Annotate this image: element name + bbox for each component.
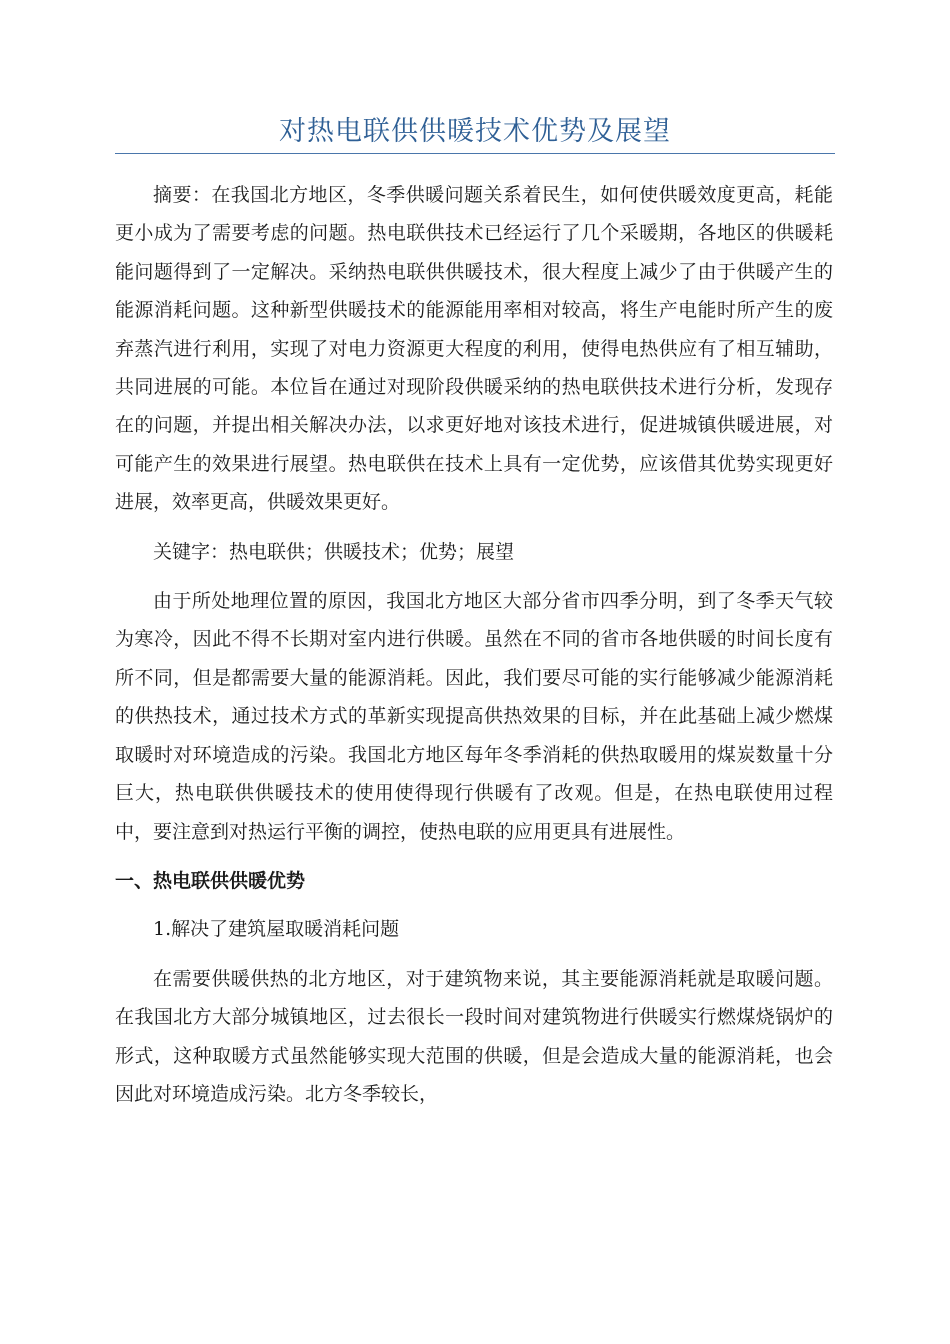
intro-paragraph: 由于所处地理位置的原因，我国北方地区大部分省市四季分明，到了冬季天气较为寒冷，因此不得不长期对室内进行供暖。虽然在不同的省市各地供暖的时间长度有所不同，但是都需要大量的能源消耗。因此，我们要尽可能的实行能够减少能源消耗的供热技术，通过技术方式的革新实现提高供热效果的目标，并在此基础上减少燃煤取暖时对环境造成的污染。我国北方地区每年冬季消耗的供热取暖用的煤炭数量十分巨大，热电联供供暖技术的使用使得现行供暖有了改观。但是，在热电联使用过程中，要注意到对热运行平衡的调控，使热电联的应用更具有进展性。 [115, 590, 833, 843]
document-title: 对热电联供供暖技术优势及展望 [279, 116, 671, 147]
body-paragraph: 在需要供暖供热的北方地区，对于建筑物来说，其主要能源消耗就是取暖问题。在我国北方大部分城镇地区，过去很长一段时间对建筑物进行供暖实行燃煤烧锅炉的形式，这种取暖方式虽然能够实现大范围的供暖，但是会造成大量的能源消耗，也会因此对环境造成污染。北方冬季较长， [115, 967, 833, 1105]
abstract-paragraph: 摘要：在我国北方地区，冬季供暖问题关系着民生，如何使供暖效度更高，耗能更小成为了需要考虑的问题。热电联供技术已经运行了几个采暖期，各地区的供暖耗能问题得到了一定解决。采纳热电联供供暖技术，很大程度上减少了由于供暖产生的能源消耗问题。这种新型供暖技术的能源能用率相对较高，将生产电能时所产生的废弃蒸汽进行利用，实现了对电力资源更大程度的利用，使得电热供应有了相互辅助，共同进展的可能。本位旨在通过对现阶段供暖采纳的热电联供技术进行分析，发现存在的问题，并提出相关解决办法，以求更好地对该技术进行，促进城镇供暖进展，对可能产生的效果进行展望。热电联供在技术上具有一定优势，应该借其优势实现更好进展，效率更高，供暖效果更好。 [115, 184, 833, 514]
document-body [115, 176, 833, 1124]
section-heading: 一、热电联供供暖优势 [115, 869, 306, 892]
keywords-paragraph: 关键字：热电联供；供暖技术；优势；展望 [153, 540, 515, 563]
subsection-heading: 1.解决了建筑屋取暖消耗问题 [153, 918, 400, 941]
title-underline [115, 153, 835, 154]
